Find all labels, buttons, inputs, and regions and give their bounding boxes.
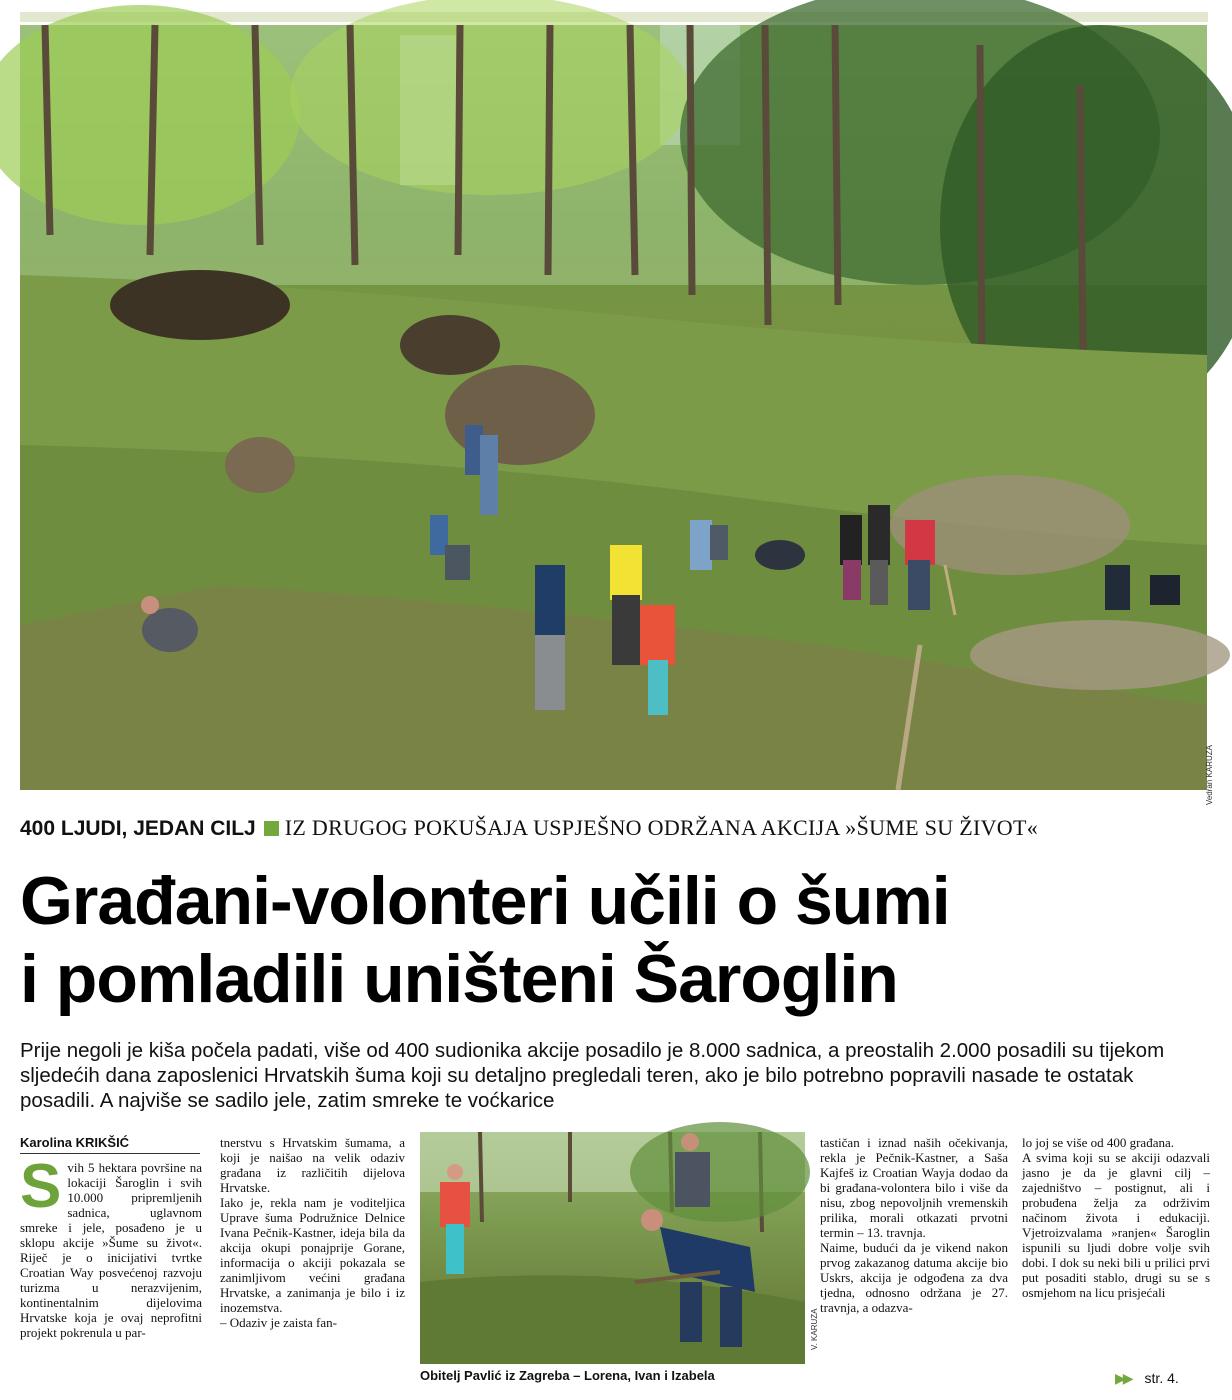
continued-page: str. 4. [1144,1370,1179,1386]
green-square-icon [264,821,279,836]
continued-marker[interactable] [1115,1370,1179,1387]
headline-line-1: Građani-volonteri učili o šumi [20,863,950,939]
article-column-1 [20,1152,202,1340]
kicker-bold: 400 LJUDI, JEDAN CILJ [20,817,256,840]
article-column-4: lo joj se više od 400 građana. A svima koji su se akciji odazvali jasno je da je glavni cilj – zajedništvo – postignut, ali i probuđena želja za održivim načinom života i edukacijì. Vjetroizvalama »ranjen« Šaroglin ispunili su ljudi dobre volje svih dobi. I dok su neki bili u prilici prvi put posaditi stablo, drugi su se s osmjehom na licu prisjećali [1022,1135,1210,1300]
photo-credit: Vedran KARUZA [1205,745,1214,806]
dropcap: S [20,1152,62,1221]
column-1-text: vih 5 hektara površine na lokaciji Šaroglin i svih 10.000 pripremljenih sadnica, uglavnom smreke i jele, posađeno je u sklopu akcije »Šume su život«. Riječ je o inicijativi tvrtke Croatian Way posvećenoj razvoju turizma u nerazvijenim, kontinentalnim dijelovima Hrvatske koja je ovaj neprofitni projekt pokrenula u par- [20,1160,202,1340]
inline-photo-credit: V. KARUZA [810,1308,819,1350]
headline-line-2: i pomladili uništeni Šaroglin [20,941,898,1017]
inline-photo [420,1132,805,1364]
family-planting-illustration [420,1132,805,1364]
article-column-3: tastičan i iznad naših očekivanja, rekla je Pečnik-Kastner, a Saša Kajfeš iz Croatian Wayja dodao da bi građana-volontera bilo i više da nisu, zbog nepovoljnih vremenskih prilika, morali otkazati prvotni termin – 13. travnja. Naime, budući da je vikend nakon prvog zakazanog datuma akcije bio Uskrs, akcija je odgođena za dva tjedna, odnosno održana je 27. travnja, a odazva- [820,1135,1008,1315]
main-photo [20,25,1214,806]
headline [20,862,1210,1018]
byline: Karolina KRIKŠIĆ [20,1135,200,1154]
article-column-2: tnerstvu s Hrvatskim šumama, a koji je naišao na velik odaziv građana iz različitih dijelova Hrvatske. Iako je, rekla nam je voditeljica Uprave šuma Podružnice Delnice Ivana Pečnik-Kastner, ideja bila da akcija okupi ponajprije Gorane, informacija o akciji pokazala se zanimljivom većini građana Hrvatske, a zanimanja je bilo i iz inozemstva. – Odaziv je zaista fan- [220,1135,405,1330]
kicker-subtitle: IZ DRUGOG POKUŠAJA USPJEŠNO ODRŽANA AKCIJA »ŠUME SU ŽIVOT« [284,815,1039,840]
lead-paragraph: Prije negoli je kiša počela padati, više od 400 sudionika akcije posadilo je 8.000 sadnica, a preostalih 2.000 posadili su tijekom sljedećih dana zaposlenici Hrvatskih šuma koji su detaljno pregledali teren, ako je bilo potrebno popravili nasade te ostatak posadili. A najviše se sadilo jele, zatim smreke te voćkarice [20,1039,1165,1112]
photo-caption: Obitelj Pavlić iz Zagreba – Lorena, Ivan i Izabela [420,1368,715,1383]
kicker [20,815,1038,841]
double-arrow-icon: ▶▶ [1115,1370,1131,1386]
forest-photo-illustration [20,25,1207,790]
